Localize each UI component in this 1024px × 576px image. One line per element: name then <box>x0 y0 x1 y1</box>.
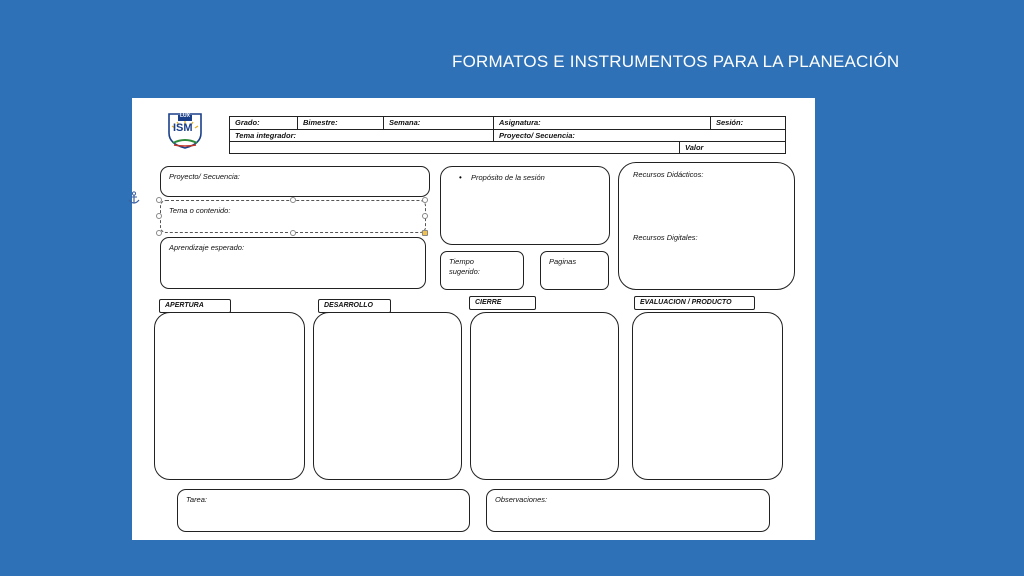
observaciones-box[interactable] <box>486 489 770 532</box>
paginas-label: Paginas <box>549 257 577 266</box>
recursos-didacticos-label: Recursos Didácticos: <box>633 170 704 179</box>
aprendizaje-esperado-label: Aprendizaje esperado: <box>169 243 245 252</box>
desarrollo-box[interactable] <box>313 312 462 480</box>
cierre-label: CIERRE <box>475 299 502 306</box>
cell-semana[interactable] <box>384 117 494 130</box>
label-tema-integrador: Tema integrador: <box>235 131 296 140</box>
cierre-box[interactable] <box>470 312 619 480</box>
tarea-label: Tarea: <box>186 495 207 504</box>
observaciones-label: Observaciones: <box>495 495 548 504</box>
cell-sesion[interactable] <box>711 117 785 130</box>
cell-tema-integrador[interactable] <box>230 130 494 142</box>
label-asignatura: Asignatura: <box>499 118 541 127</box>
slide-title: FORMATOS E INSTRUMENTOS PARA LA PLANEACIÓN <box>452 52 900 71</box>
desarrollo-label: DESARROLLO <box>324 302 373 309</box>
cell-asignatura[interactable] <box>494 117 711 130</box>
aprendizaje-esperado-box[interactable] <box>160 237 426 289</box>
selection-handle[interactable] <box>422 197 428 203</box>
header-table <box>229 116 786 154</box>
proposito-box[interactable] <box>440 166 610 245</box>
cell-grado[interactable] <box>230 117 298 130</box>
logo-top-text: LUX <box>180 113 190 119</box>
adjust-handle[interactable] <box>422 230 428 236</box>
anchor-icon <box>128 191 140 205</box>
label-proyecto-secuencia: Proyecto/ Secuencia: <box>499 131 575 140</box>
evaluacion-producto-label: EVALUACION / PRODUCTO <box>640 299 732 306</box>
tema-contenido-box[interactable] <box>160 200 426 233</box>
proposito-label: Propósito de la sesión <box>471 173 545 182</box>
cell-bimestre[interactable] <box>298 117 384 130</box>
selection-handle[interactable] <box>422 213 428 219</box>
label-valor: Valor <box>685 143 704 152</box>
label-sesion: Sesión: <box>716 118 744 127</box>
label-semana: Semana: <box>389 118 421 127</box>
tab-apertura <box>159 299 231 313</box>
cell-blank[interactable] <box>230 142 680 154</box>
bullet-icon: • <box>459 173 462 182</box>
tab-cierre <box>469 296 536 310</box>
apertura-label: APERTURA <box>165 302 204 309</box>
selection-handle[interactable] <box>156 230 162 236</box>
planning-form-document <box>132 98 815 540</box>
proyecto-secuencia-label: Proyecto/ Secuencia: <box>169 172 240 181</box>
selection-handle[interactable] <box>156 213 162 219</box>
tab-desarrollo <box>318 299 391 313</box>
tab-evaluacion-producto <box>634 296 755 310</box>
apertura-box[interactable] <box>154 312 305 480</box>
logo-main-text: ISM <box>173 122 193 134</box>
cell-valor[interactable] <box>680 142 785 154</box>
tiempo-sugerido-box[interactable] <box>440 251 524 290</box>
paginas-box[interactable] <box>540 251 609 290</box>
tarea-box[interactable] <box>177 489 470 532</box>
proyecto-secuencia-box[interactable] <box>160 166 430 197</box>
tema-contenido-label: Tema o contenido: <box>169 206 231 215</box>
cell-proyecto-secuencia[interactable] <box>494 130 785 142</box>
evaluacion-producto-box[interactable] <box>632 312 783 480</box>
selection-handle[interactable] <box>156 197 162 203</box>
recursos-digitales-label: Recursos Digitales: <box>633 233 698 242</box>
tiempo-sugerido-label: Tiempo sugerido: <box>449 257 480 276</box>
recursos-box[interactable] <box>618 162 795 290</box>
selection-handle[interactable] <box>290 197 296 203</box>
selection-handle[interactable] <box>290 230 296 236</box>
label-bimestre: Bimestre: <box>303 118 338 127</box>
label-grado: Grado: <box>235 118 260 127</box>
